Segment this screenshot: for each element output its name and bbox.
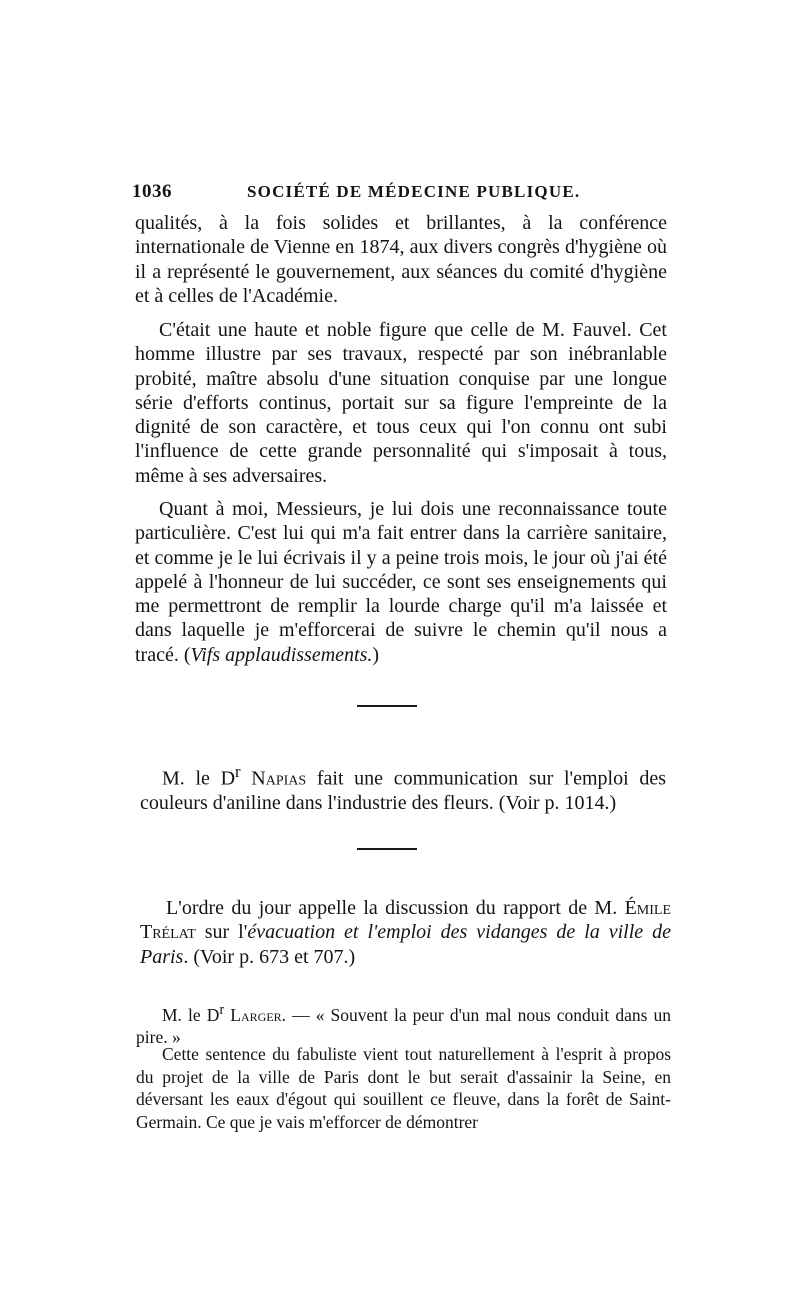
napias-name: Napias: [251, 767, 307, 790]
paragraph-napias: [140, 760, 666, 815]
page-number: 1036: [132, 181, 172, 202]
napias-text: fait une communication sur l'emploi des couleurs d'aniline dans l'industrie des fleurs. (Voir p. 1014.): [140, 767, 666, 814]
paragraph-fabuliste: Cette sentence du fabuliste vient tout naturellement à l'esprit à propos du projet de la ville de Paris dont le but serait d'assainir la Seine, en déversant les eaux d'égout qui souillent ce fleuve, dans la forêt de Saint-Germain. Ce que je vais m'efforcer de démontrer: [136, 1044, 671, 1132]
ordre-prefix: L'ordre du jour appelle la discussion du rapport de M.: [166, 897, 625, 919]
paragraph-fauvel: C'était une haute et noble figure que celle de M. Fauvel. Cet homme illustre par ses travaux, respecté par son inébranlable probité, maître absolu d'une situation conquise par une longue série d'efforts continus, portait sur sa figure l'empreinte de la dignité de son caractère, et tous ceux qui l'on connu ont subi l'influence de cette grande personnalité qui s'imposait à tous, même à ses adversaires.: [135, 319, 667, 487]
report-title: évacuation et l'emploi des vidanges de la ville de Paris: [140, 921, 671, 968]
ordre-mid: sur l': [195, 921, 248, 944]
paragraph-reconnaissance: [135, 497, 667, 667]
paragraph-ordre-du-jour: [140, 896, 671, 969]
section-divider: [357, 705, 417, 707]
larger-name: Larger: [230, 1004, 282, 1025]
larger-text: . — « Souvent la peur d'un mal nous conduit dans un pire. »: [136, 1004, 671, 1048]
section-divider: [357, 848, 417, 850]
paragraph-larger-quote: [136, 999, 671, 1049]
paragraph-reconnaissance-text: Quant à moi, Messieurs, je lui dois une reconnaissance toute particulière. C'est lui qui m'a fait entrer dans la carrière sanitaire, et comme je le lui écrivais il y a peine trois mois, le jour où j'ai été appelé à l'honneur de lui succéder, ce sont ses enseignements qui me permettront de remplir la lourde charge qu'il m'a laissée et dans laquelle je m'efforcerai de suivre le chemin qu'il nous a tracé. (: [135, 498, 667, 666]
napias-sup: r: [235, 762, 241, 781]
trelat-name: Émile Trélat: [140, 897, 671, 944]
applause-close: ): [372, 643, 380, 666]
larger-sup: r: [219, 1002, 225, 1018]
napias-prefix: M. le D: [162, 767, 236, 790]
paragraph-qualites: qualités, à la fois solides et brillantes, à la conférence internationale de Vienne en 1874, aux divers congrès d'hygiène où il a représenté le gouvernement, aux séances du comité d'hygiène et à celles de l'Académie.: [135, 212, 667, 307]
larger-prefix: M. le D: [162, 1004, 220, 1025]
running-head: SOCIÉTÉ DE MÉDECINE PUBLIQUE.: [247, 182, 581, 201]
applause-note: Vifs applaudissements.: [190, 643, 373, 666]
page-header: [132, 181, 672, 209]
ordre-post: . (Voir p. 673 et 707.): [183, 945, 356, 968]
